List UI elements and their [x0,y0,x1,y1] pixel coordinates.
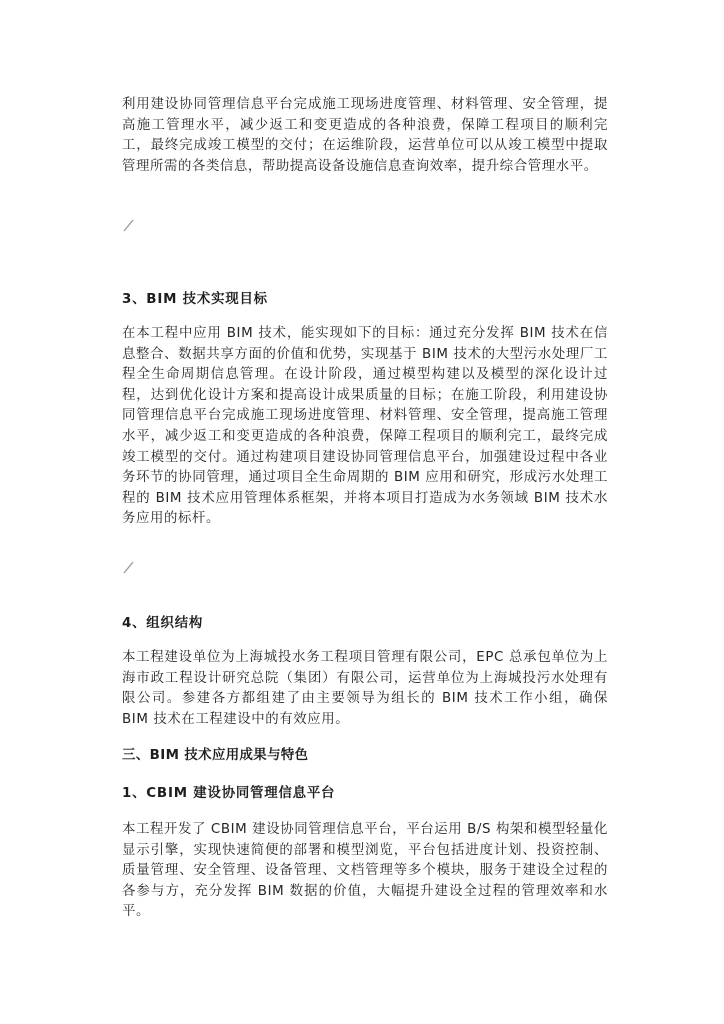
heading-section-3 [122,288,608,307]
paragraph-platform [122,820,608,923]
section-heading: 1、CBIM 建设协同管理信息平台 [122,786,336,801]
paragraph-organization [122,648,608,730]
image-placeholder-icon [122,559,136,575]
broken-image-icon [122,559,136,575]
heading-chapter-3 [122,744,608,763]
paragraph-intro [122,95,608,177]
paragraph-goals [122,324,608,530]
paragraph-text: 本工程建设单位为上海城投水务工程项目管理有限公司，EPC 总承包单位为上海市政工程设计研究总院（集团）有限公司，运营单位为上海城投污水处理有限公司。参建各方都组建了由主要领导为组长的 BIM 技术工作小组，确保 BIM 技术在工程建设中的有效应用。 [122,650,608,727]
heading-section-4 [122,612,608,631]
broken-image-icon [122,217,136,233]
paragraph-text: 利用建设协同管理信息平台完成施工现场进度管理、材料管理、安全管理，提高施工管理水平，减少返工和变更造成的各种浪费，保障工程项目的顺利完工，最终完成竣工模型的交付；在运维阶段，运营单位可以从竣工模型中提取管理所需的各类信息，帮助提高设备设施信息查询效率，提升综合管理水平。 [122,97,608,174]
chapter-heading: 三、BIM 技术应用成果与特色 [122,748,309,763]
heading-platform [122,782,608,801]
section-heading: 4、组织结构 [122,616,204,631]
image-placeholder-icon [122,217,136,233]
paragraph-text: 本工程开发了 CBIM 建设协同管理信息平台，平台运用 B/S 构架和模型轻量化显示引擎，实现快速简便的部署和模型浏览，平台包括进度计划、投资控制、质量管理、安全管理、设备管理、文档管理等多个模块，服务于建设全过程的各参与方，充分发挥 BIM 数据的价值，大幅提升建设全过程的管理效率和水平。 [122,822,608,920]
paragraph-text: 在本工程中应用 BIM 技术，能实现如下的目标：通过充分发挥 BIM 技术在信息整合、数据共享方面的价值和优势，实现基于 BIM 技术的大型污水处理厂工程全生命周期信息管理。在设计阶段，通过模型构建以及模型的深化设计过程，达到优化设计方案和提高设计成果质量的目标；在施工阶段，利用建设协同管理信息平台完成施工现场进度管理、材料管理、安全管理，提高施工管理水平，减少返工和变更造成的各种浪费，保障工程项目的顺利完工，最终完成竣工模型的交付。通过构建项目建设协同管理信息平台，加强建设过程中各业务环节的协同管理，通过项目全生命周期的 BIM 应用和研究，形成污水处理工程的 BIM 技术应用管理体系框架，并将本项目打造成为水务领域 BIM 技术水务应用的标杆。 [122,326,608,527]
section-heading: 3、BIM 技术实现目标 [122,292,268,307]
